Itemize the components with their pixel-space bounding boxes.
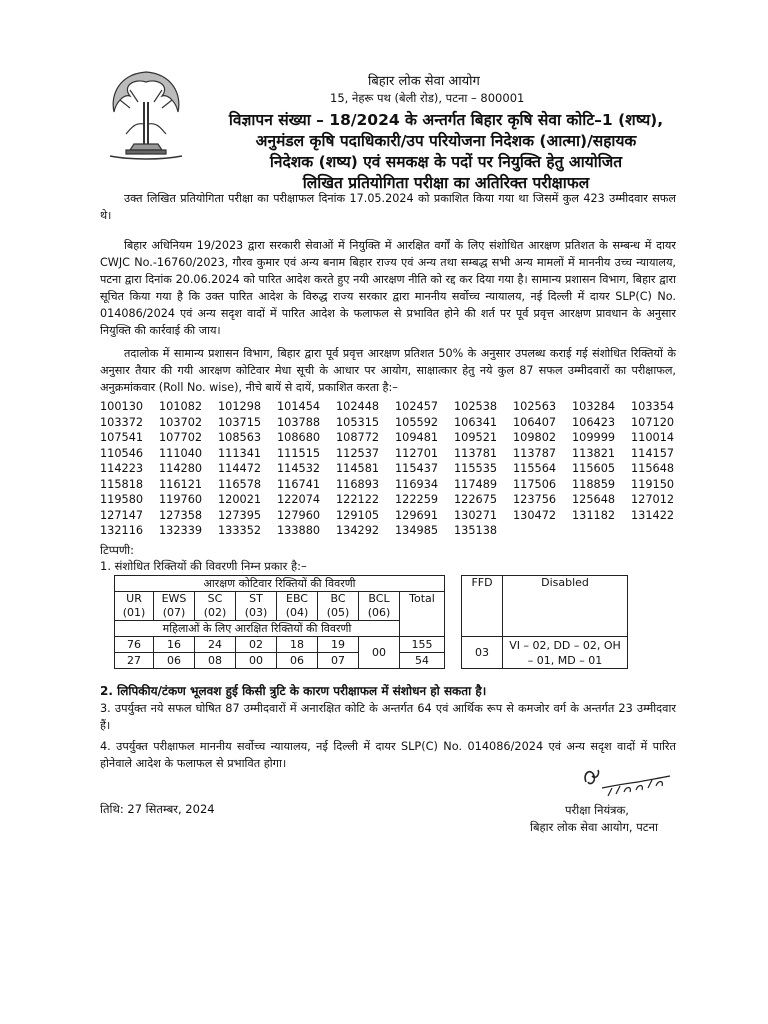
roll-number: 115564	[513, 462, 557, 475]
roll-number: 130472	[513, 508, 557, 522]
roll-number: 116934	[395, 477, 439, 491]
roll-number: 113821	[572, 446, 616, 460]
table-cell-disabled: VI – 02, DD – 02, OH – 01, MD – 01	[503, 637, 628, 669]
roll-number: 129105	[336, 508, 380, 522]
roll-number: 115648	[631, 462, 675, 475]
table-cell: 06	[277, 653, 318, 669]
roll-number: 132339	[159, 524, 203, 537]
roll-number: 118859	[572, 477, 616, 491]
roll-number: 114532	[277, 462, 321, 475]
roll-number: 115535	[454, 462, 498, 475]
title-line: विज्ञापन संख्या – 18/2024 के अन्तर्गत बिहार कृषि सेवा कोटि–1 (शष्य),	[228, 111, 664, 129]
note-4: 4. उपर्युक्त परीक्षाफल माननीय सर्वोच्च न्यायालय, नई दिल्ली में दायर SLP(C) No. 014086/2024 एवं अन्य सदृश वादों में पारित होनेवाले आदेश के फलाफल से प्रभावित होगा।	[100, 740, 676, 770]
roll-number: 105592	[395, 415, 439, 429]
roll-number: 122074	[277, 493, 321, 506]
roll-number: 116893	[336, 477, 380, 491]
roll-number: 114157	[631, 446, 675, 460]
roll-number: 103715	[218, 415, 262, 429]
title-line: निदेशक (शष्य) एवं समकक्ष के पदों पर नियुक्ति हेतु आयोजित	[269, 153, 623, 171]
roll-number: 119150	[631, 477, 675, 491]
roll-number: 102563	[513, 400, 557, 413]
notes-heading: टिप्पणी:	[100, 543, 135, 557]
roll-number: 101298	[218, 400, 262, 413]
roll-number: 114280	[159, 462, 203, 475]
roll-number: 107120	[631, 415, 675, 429]
roll-number: 109999	[572, 431, 616, 444]
table-cell: 24	[195, 637, 236, 653]
notice-date: तिथि: 27 सितम्बर, 2024	[100, 802, 215, 816]
roll-number: 108563	[218, 431, 262, 444]
roll-number: 113787	[513, 446, 557, 460]
note-1: 1. संशोधित रिक्तियों की विवरणी निम्न प्रकार है:–	[100, 559, 307, 573]
roll-number: 111040	[159, 446, 203, 460]
roll-number: 123756	[513, 493, 557, 506]
roll-number: 129691	[395, 508, 439, 522]
table-cell: 76	[115, 637, 154, 653]
roll-number: 102538	[454, 400, 498, 413]
roll-number: 132116	[100, 524, 144, 537]
roll-number: 106423	[572, 415, 616, 429]
roll-number: 103284	[572, 400, 616, 413]
note-3: 3. उपर्युक्त नये सफल घोषित 87 उम्मीदवारों में अनारक्षित कोटि के अन्तर्गत 64 एवं आर्थिक रूप से कमजोर वर्ग के अन्तर्गत 23 उम्मीदवार हैं।	[100, 702, 676, 732]
roll-number: 103372	[100, 415, 144, 429]
roll-number: 119760	[159, 493, 203, 506]
table-cell: 00	[236, 653, 277, 669]
table-cell: 08	[195, 653, 236, 669]
roll-number: 102457	[395, 400, 439, 413]
roll-number: 101082	[159, 400, 203, 413]
roll-number: 131182	[572, 508, 616, 522]
roll-number: 106407	[513, 415, 557, 429]
roll-number: 112537	[336, 446, 380, 460]
organization-address: 15, नेहरू पथ (बेली रोड), पटना – 800001	[330, 91, 525, 105]
roll-number: 125648	[572, 493, 616, 506]
roll-number: 116578	[218, 477, 262, 491]
column-header: BC (05)	[318, 592, 359, 621]
table-cell: 19	[318, 637, 359, 653]
roll-number: 108772	[336, 431, 380, 444]
table-ffd-header: FFD	[462, 576, 503, 637]
roll-number: 134985	[395, 524, 439, 537]
table-cell-bcl: 00	[359, 637, 400, 669]
column-header: SC (02)	[195, 592, 236, 621]
roll-number: 127960	[277, 508, 321, 522]
roll-number: 134292	[336, 524, 380, 537]
roll-number: 133880	[277, 524, 321, 537]
roll-number: 135138	[454, 524, 498, 537]
roll-number: 114581	[336, 462, 380, 475]
roll-number: 110014	[631, 431, 675, 444]
roll-number: 112701	[395, 446, 439, 460]
roll-number: 116741	[277, 477, 321, 491]
roll-number: 109521	[454, 431, 498, 444]
roll-number: 115437	[395, 462, 439, 475]
table-disabled-header: Disabled	[503, 576, 628, 637]
roll-number: 109802	[513, 431, 557, 444]
roll-number: 105315	[336, 415, 380, 429]
column-header: ST (03)	[236, 592, 277, 621]
roll-number: 127147	[100, 508, 144, 522]
roll-number: 108680	[277, 431, 321, 444]
roll-number: 107541	[100, 431, 144, 444]
roll-number: 109481	[395, 431, 439, 444]
roll-number: 122259	[395, 493, 439, 506]
roll-number: 100130	[100, 400, 144, 413]
vacancy-table	[114, 575, 628, 669]
roll-number: 122122	[336, 493, 380, 506]
roll-number-grid	[100, 399, 690, 539]
roll-number: 114223	[100, 462, 144, 475]
roll-number: 115605	[572, 462, 616, 475]
table-cell: 02	[236, 637, 277, 653]
roll-number: 130271	[454, 508, 498, 522]
roll-number: 103788	[277, 415, 321, 429]
table-cell: 16	[154, 637, 195, 653]
signatory-organization: बिहार लोक सेवा आयोग, पटना	[530, 820, 658, 834]
roll-number: 133352	[218, 524, 262, 537]
handwritten-signature	[578, 766, 674, 800]
signatory-title: परीक्षा नियंत्रक,	[565, 803, 629, 817]
table-cell: 18	[277, 637, 318, 653]
column-header: EWS (07)	[154, 592, 195, 621]
roll-number: 117506	[513, 477, 557, 491]
roll-number: 107702	[159, 431, 203, 444]
notice-title	[206, 110, 686, 194]
table-cell: 27	[115, 653, 154, 669]
paragraph-result-info: उक्त लिखित प्रतियोगिता परीक्षा का परीक्षाफल दिनांक 17.05.2024 को प्रकाशित किया गया था जिसमें कुल 423 उम्मीदवार सफल थे।	[100, 192, 676, 222]
roll-number: 113781	[454, 446, 498, 460]
note-2: 2. लिपिकीय/टंकण भूलवश हुई किसी त्रुटि के कारण परीक्षाफल में संशोधन हो सकता है।	[100, 684, 487, 698]
roll-number: 103354	[631, 400, 675, 413]
roll-number: 117489	[454, 477, 498, 491]
column-header: EBC (04)	[277, 592, 318, 621]
roll-number: 115818	[100, 477, 144, 491]
title-line: लिखित प्रतियोगिता परीक्षा का अतिरिक्त परीक्षाफल	[302, 174, 590, 192]
roll-number: 116121	[159, 477, 203, 491]
roll-number: 101454	[277, 400, 321, 413]
organization-name: बिहार लोक सेवा आयोग	[368, 74, 480, 89]
column-header: UR (01)	[115, 592, 154, 621]
roll-number: 127012	[631, 493, 675, 506]
title-line: अनुमंडल कृषि पदाधिकारी/उप परियोजना निदेशक (आत्मा)/सहायक	[255, 132, 637, 150]
roll-number: 120021	[218, 493, 262, 506]
roll-number: 111515	[277, 446, 321, 460]
table-cell-total: 54	[400, 653, 445, 669]
roll-number: 111341	[218, 446, 262, 460]
table-women-header: महिलाओं के लिए आरक्षित रिक्तियों की विवरणी	[115, 621, 400, 637]
roll-number: 127395	[218, 508, 262, 522]
paragraph-result-publication: तदालोक में सामान्य प्रशासन विभाग, बिहार द्वारा पूर्व प्रवृत्त आरक्षण प्रतिशत 50% के अनुसार उपलब्ध कराई गई संशोधित रिक्तियों के अनुसार तैयार की गयी आरक्षण कोटिवार मेधा सूची के आधार पर आयोग, साक्षात्कार हेतु नये कुल 87 सफल उम्मीदवारों का परीक्षाफल, अनुक्रमांकवार (Roll No. wise), नीचे बायें से दायें, प्रकाशित करता है:–	[100, 347, 676, 394]
column-header-total: Total	[400, 592, 445, 637]
roll-number: 106341	[454, 415, 498, 429]
column-header: BCL (06)	[359, 592, 400, 621]
table-group-header: आरक्षण कोटिवार रिक्तियों की विवरणी	[115, 576, 445, 592]
roll-number: 114472	[218, 462, 262, 475]
roll-number: 103702	[159, 415, 203, 429]
roll-number: 131422	[631, 508, 675, 522]
table-cell: 07	[318, 653, 359, 669]
bpsc-emblem	[100, 64, 192, 164]
roll-number: 119580	[100, 493, 144, 506]
roll-number: 102448	[336, 400, 380, 413]
table-cell: 06	[154, 653, 195, 669]
roll-number: 127358	[159, 508, 203, 522]
roll-number: 122675	[454, 493, 498, 506]
table-cell-total: 155	[400, 637, 445, 653]
roll-number: 110546	[100, 446, 144, 460]
paragraph-reservation-order: बिहार अधिनियम 19/2023 द्वारा सरकारी सेवाओं में नियुक्ति में आरक्षित वर्गों के लिए संशोधित आरक्षण प्रतिशत के सम्बन्ध में दायर CWJC No.-16760/2023, गौरव कुमार एवं अन्य बनाम बिहार राज्य एवं अन्य तथा सम्बद्ध सभी अन्य मामलों में माननीय उच्च न्यायालय, पटना द्वारा दिनांक 20.06.2024 को पारित आदेश करते हुए नयी आरक्षण नीति को रद्द कर दिया गया है। सामान्य प्रशासन विभाग, बिहार द्वारा सूचित किया गया है कि उक्त पारित आदेश के विरुद्ध राज्य सरकार द्वारा माननीय सर्वोच्च न्यायालय, नई दिल्ली में दायर SLP(C) No. 014086/2024 एवं अन्य सदृश वादों में पारित आदेश के फलाफल से प्रभावित होने की शर्त पर पूर्व प्रवृत्त आरक्षण प्रावधान के अनुसार नियुक्ति की कार्रवाई की जाय।	[100, 239, 676, 337]
table-cell-ffd: 03	[462, 637, 503, 669]
